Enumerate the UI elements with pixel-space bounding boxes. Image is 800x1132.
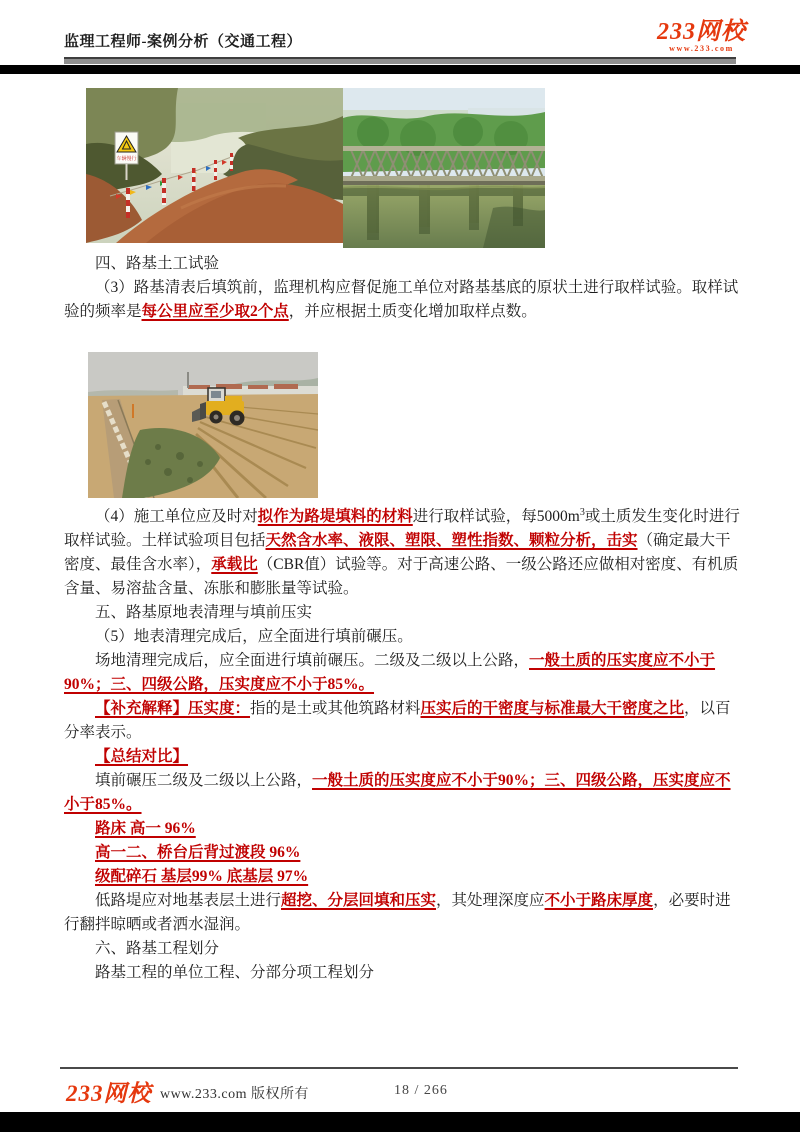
section-heading-4: 四、路基土工试验	[95, 255, 220, 272]
photo-row	[86, 88, 740, 248]
header-rule	[64, 57, 736, 64]
document-body	[64, 88, 740, 985]
svg-text:车辆慢行: 车辆慢行	[116, 156, 137, 162]
header-title: 监理工程师-案例分析（交通工程）	[64, 34, 302, 50]
brand-logo-url: www.233.com	[669, 44, 734, 53]
photo-steel-bridge	[343, 88, 545, 248]
page-footer	[64, 1075, 740, 1107]
brand-logo	[657, 19, 746, 53]
text-section-1	[64, 252, 740, 324]
section-heading-5: 五、路基原地表清理与填前压实	[95, 604, 313, 621]
para-4: （4）施工单位应及时对拟作为路堤填料的材料进行取样试验，每$5000m^3$或土质发生变化时进行取样试验。土样试验项目包括天然含水率、液限、塑限、塑性指数、颗粒分析，击实（确定最大干密度、最佳含水率），承载比（CBR值）试验等。对于高速公路、一级公路还应做相对密度、有机质含量、易溶盐含量、冻胀和膨胀量等试验。	[64, 506, 740, 597]
para-transition-96: 高一二、桥台后背过渡段 96%	[95, 844, 301, 861]
para-roadbed-96: 路床 高一 96%	[95, 820, 196, 837]
page-number: 18 / 266	[394, 1083, 448, 1098]
para-summary-rolling: 填前碾压二级及二级以上公路，一般土质的压实度应不小于90%；三、四级公路，压实度应不小于85%。	[64, 772, 731, 813]
header-black-bar	[0, 65, 800, 74]
footer-rule	[60, 1067, 738, 1069]
para-3: （3）路基清表后填筑前，监理机构应督促施工单位对路基基底的原状土进行取样试验。取样试验的频率是每公里应至少取2个点，并应根据土质变化增加取样点数。	[64, 279, 739, 320]
bottom-black-bar	[0, 1112, 800, 1132]
para-pre-rolling: 场地清理完成后，应全面进行填前碾压。二级及二级以上公路，一般土质的压实度应不小于90%；三、四级公路，压实度应不小于85%。	[64, 652, 716, 693]
para-division: 路基工程的单位工程、分部分项工程划分	[95, 964, 375, 981]
para-graded-gravel: 级配碎石 基层99% 底基层 97%	[95, 868, 309, 885]
footer-logo-text: 233网校	[66, 1081, 152, 1106]
footer-copyright: www.233.com 版权所有	[160, 1087, 310, 1102]
text-section-2	[64, 505, 740, 985]
section-heading-6: 六、路基工程划分	[95, 940, 220, 957]
photo-construction-road	[86, 88, 343, 243]
photo-grader-field	[88, 352, 318, 498]
brand-logo-text: 233网校	[657, 19, 746, 45]
para-supplement-note: 【补充解释】压实度：指的是土或其他筑路材料压实后的干密度与标准最大干密度之比，以百分率表示。	[64, 700, 731, 741]
para-summary-title: 【总结对比】	[95, 748, 189, 765]
para-low-embankment: 低路堤应对地基表层土进行超挖、分层回填和压实，其处理深度应不小于路床厚度，必要时进行翻拌晾晒或者洒水湿润。	[64, 892, 731, 933]
para-5: （5）地表清理完成后，应全面进行填前碾压。	[95, 628, 413, 645]
